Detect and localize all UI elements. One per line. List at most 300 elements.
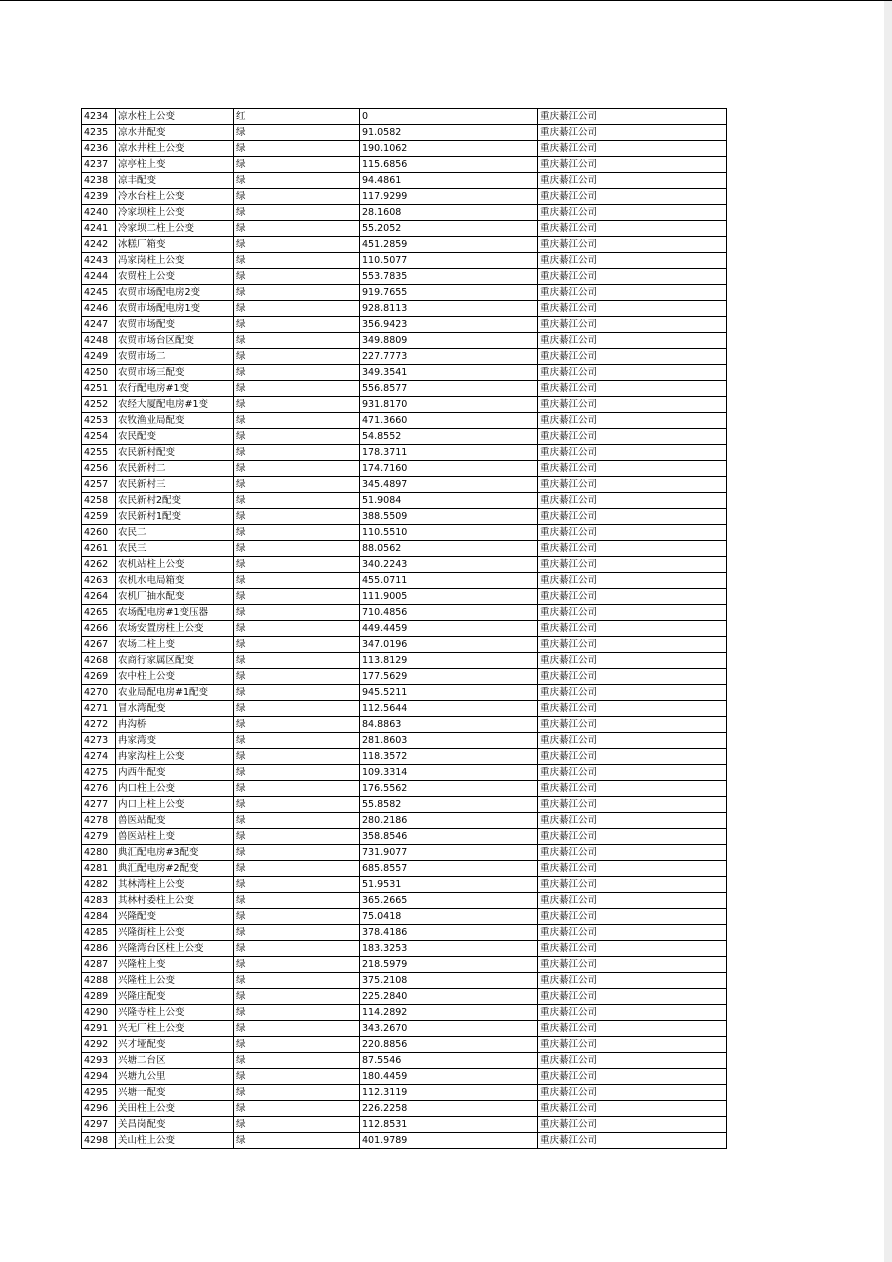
table-row — [82, 829, 727, 845]
value-cell: 112.5644 — [360, 701, 538, 717]
station-name-cell: 凉丰配变 — [116, 173, 234, 189]
company-cell: 重庆綦江公司 — [538, 125, 727, 141]
value-cell: 685.8557 — [360, 861, 538, 877]
status-cell: 绿 — [234, 237, 360, 253]
status-cell: 绿 — [234, 1133, 360, 1149]
table-row — [82, 1021, 727, 1037]
page-top-border — [0, 0, 892, 1]
value-cell: 356.9423 — [360, 317, 538, 333]
company-cell: 重庆綦江公司 — [538, 445, 727, 461]
status-cell: 绿 — [234, 493, 360, 509]
table-row — [82, 493, 727, 509]
company-cell: 重庆綦江公司 — [538, 893, 727, 909]
status-cell: 绿 — [234, 317, 360, 333]
table-row — [82, 925, 727, 941]
value-cell: 281.8603 — [360, 733, 538, 749]
row-id-cell: 4237 — [82, 157, 116, 173]
transformer-table — [81, 108, 727, 1149]
station-name-cell: 冉沟桥 — [116, 717, 234, 733]
company-cell: 重庆綦江公司 — [538, 1037, 727, 1053]
table-row — [82, 525, 727, 541]
company-cell: 重庆綦江公司 — [538, 157, 727, 173]
value-cell: 84.8863 — [360, 717, 538, 733]
row-id-cell: 4266 — [82, 621, 116, 637]
company-cell: 重庆綦江公司 — [538, 493, 727, 509]
table-row — [82, 477, 727, 493]
status-cell: 绿 — [234, 205, 360, 221]
value-cell: 349.3541 — [360, 365, 538, 381]
row-id-cell: 4283 — [82, 893, 116, 909]
row-id-cell: 4271 — [82, 701, 116, 717]
station-name-cell: 冷家坝柱上公变 — [116, 205, 234, 221]
value-cell: 919.7655 — [360, 285, 538, 301]
table-row — [82, 349, 727, 365]
row-id-cell: 4253 — [82, 413, 116, 429]
row-id-cell: 4269 — [82, 669, 116, 685]
status-cell: 绿 — [234, 973, 360, 989]
status-cell: 绿 — [234, 509, 360, 525]
table-row — [82, 973, 727, 989]
value-cell: 358.8546 — [360, 829, 538, 845]
status-cell: 绿 — [234, 749, 360, 765]
station-name-cell: 关田柱上公变 — [116, 1101, 234, 1117]
row-id-cell: 4257 — [82, 477, 116, 493]
row-id-cell: 4270 — [82, 685, 116, 701]
value-cell: 280.2186 — [360, 813, 538, 829]
row-id-cell: 4242 — [82, 237, 116, 253]
row-id-cell: 4250 — [82, 365, 116, 381]
status-cell: 绿 — [234, 621, 360, 637]
status-cell: 绿 — [234, 829, 360, 845]
status-cell: 绿 — [234, 125, 360, 141]
row-id-cell: 4293 — [82, 1053, 116, 1069]
station-name-cell: 农场二柱上变 — [116, 637, 234, 653]
company-cell: 重庆綦江公司 — [538, 877, 727, 893]
table-row — [82, 957, 727, 973]
row-id-cell: 4243 — [82, 253, 116, 269]
company-cell: 重庆綦江公司 — [538, 173, 727, 189]
station-name-cell: 农贸柱上公变 — [116, 269, 234, 285]
station-name-cell: 内西牛配变 — [116, 765, 234, 781]
status-cell: 绿 — [234, 765, 360, 781]
row-id-cell: 4273 — [82, 733, 116, 749]
status-cell: 绿 — [234, 909, 360, 925]
status-cell: 绿 — [234, 989, 360, 1005]
table-row — [82, 813, 727, 829]
company-cell: 重庆綦江公司 — [538, 1005, 727, 1021]
company-cell: 重庆綦江公司 — [538, 141, 727, 157]
station-name-cell: 农行配电房#1变 — [116, 381, 234, 397]
station-name-cell: 农贸市场配电房1变 — [116, 301, 234, 317]
status-cell: 绿 — [234, 1037, 360, 1053]
row-id-cell: 4288 — [82, 973, 116, 989]
status-cell: 绿 — [234, 589, 360, 605]
value-cell: 451.2859 — [360, 237, 538, 253]
value-cell: 931.8170 — [360, 397, 538, 413]
company-cell: 重庆綦江公司 — [538, 429, 727, 445]
row-id-cell: 4297 — [82, 1117, 116, 1133]
company-cell: 重庆綦江公司 — [538, 909, 727, 925]
value-cell: 928.8113 — [360, 301, 538, 317]
value-cell: 91.0582 — [360, 125, 538, 141]
status-cell: 绿 — [234, 477, 360, 493]
status-cell: 绿 — [234, 413, 360, 429]
value-cell: 178.3711 — [360, 445, 538, 461]
status-cell: 绿 — [234, 781, 360, 797]
company-cell: 重庆綦江公司 — [538, 525, 727, 541]
company-cell: 重庆綦江公司 — [538, 253, 727, 269]
status-cell: 绿 — [234, 573, 360, 589]
value-cell: 349.8809 — [360, 333, 538, 349]
company-cell: 重庆綦江公司 — [538, 237, 727, 253]
station-name-cell: 农民二 — [116, 525, 234, 541]
status-cell: 绿 — [234, 269, 360, 285]
station-name-cell: 农民新村2配变 — [116, 493, 234, 509]
row-id-cell: 4272 — [82, 717, 116, 733]
row-id-cell: 4276 — [82, 781, 116, 797]
table-row — [82, 397, 727, 413]
value-cell: 731.9077 — [360, 845, 538, 861]
row-id-cell: 4292 — [82, 1037, 116, 1053]
station-name-cell: 冒水湾配变 — [116, 701, 234, 717]
status-cell: 绿 — [234, 1085, 360, 1101]
row-id-cell: 4251 — [82, 381, 116, 397]
value-cell: 455.0711 — [360, 573, 538, 589]
station-name-cell: 农贸市场配变 — [116, 317, 234, 333]
value-cell: 553.7835 — [360, 269, 538, 285]
row-id-cell: 4264 — [82, 589, 116, 605]
status-cell: 绿 — [234, 797, 360, 813]
value-cell: 28.1608 — [360, 205, 538, 221]
table-row — [82, 445, 727, 461]
page-right-edge — [884, 1, 892, 1262]
station-name-cell: 农机水电局箱变 — [116, 573, 234, 589]
station-name-cell: 农贸市场二 — [116, 349, 234, 365]
value-cell: 51.9084 — [360, 493, 538, 509]
status-cell: 绿 — [234, 429, 360, 445]
value-cell: 401.9789 — [360, 1133, 538, 1149]
company-cell: 重庆綦江公司 — [538, 861, 727, 877]
status-cell: 绿 — [234, 525, 360, 541]
station-name-cell: 农民新村1配变 — [116, 509, 234, 525]
value-cell: 340.2243 — [360, 557, 538, 573]
company-cell: 重庆綦江公司 — [538, 1133, 727, 1149]
status-cell: 绿 — [234, 669, 360, 685]
table-row — [82, 1005, 727, 1021]
table-row — [82, 765, 727, 781]
status-cell: 绿 — [234, 605, 360, 621]
status-cell: 绿 — [234, 541, 360, 557]
row-id-cell: 4285 — [82, 925, 116, 941]
status-cell: 绿 — [234, 1101, 360, 1117]
company-cell: 重庆綦江公司 — [538, 509, 727, 525]
company-cell: 重庆綦江公司 — [538, 733, 727, 749]
company-cell: 重庆綦江公司 — [538, 717, 727, 733]
value-cell: 388.5509 — [360, 509, 538, 525]
table-row — [82, 141, 727, 157]
company-cell: 重庆綦江公司 — [538, 989, 727, 1005]
table-row — [82, 1085, 727, 1101]
station-name-cell: 兴隆柱上变 — [116, 957, 234, 973]
value-cell: 226.2258 — [360, 1101, 538, 1117]
table-row — [82, 1053, 727, 1069]
company-cell: 重庆綦江公司 — [538, 813, 727, 829]
status-cell: 绿 — [234, 925, 360, 941]
company-cell: 重庆綦江公司 — [538, 1117, 727, 1133]
company-cell: 重庆綦江公司 — [538, 957, 727, 973]
company-cell: 重庆綦江公司 — [538, 109, 727, 125]
table-row — [82, 301, 727, 317]
row-id-cell: 4267 — [82, 637, 116, 653]
station-name-cell: 农中柱上公变 — [116, 669, 234, 685]
row-id-cell: 4279 — [82, 829, 116, 845]
status-cell: 红 — [234, 109, 360, 125]
company-cell: 重庆綦江公司 — [538, 477, 727, 493]
status-cell: 绿 — [234, 445, 360, 461]
status-cell: 绿 — [234, 813, 360, 829]
station-name-cell: 兴塘二台区 — [116, 1053, 234, 1069]
table-row — [82, 381, 727, 397]
company-cell: 重庆綦江公司 — [538, 381, 727, 397]
table-row — [82, 637, 727, 653]
row-id-cell: 4263 — [82, 573, 116, 589]
station-name-cell: 农民新村二 — [116, 461, 234, 477]
value-cell: 556.8577 — [360, 381, 538, 397]
table-row — [82, 173, 727, 189]
station-name-cell: 农贸市场配电房2变 — [116, 285, 234, 301]
value-cell: 190.1062 — [360, 141, 538, 157]
status-cell: 绿 — [234, 221, 360, 237]
value-cell: 225.2840 — [360, 989, 538, 1005]
value-cell: 218.5979 — [360, 957, 538, 973]
table-row — [82, 733, 727, 749]
status-cell: 绿 — [234, 685, 360, 701]
row-id-cell: 4295 — [82, 1085, 116, 1101]
value-cell: 449.4459 — [360, 621, 538, 637]
status-cell: 绿 — [234, 253, 360, 269]
row-id-cell: 4234 — [82, 109, 116, 125]
station-name-cell: 凉水井柱上公变 — [116, 141, 234, 157]
row-id-cell: 4291 — [82, 1021, 116, 1037]
value-cell: 378.4186 — [360, 925, 538, 941]
station-name-cell: 农机厂抽水配变 — [116, 589, 234, 605]
station-name-cell: 农民配变 — [116, 429, 234, 445]
row-id-cell: 4296 — [82, 1101, 116, 1117]
value-cell: 55.2052 — [360, 221, 538, 237]
value-cell: 345.4897 — [360, 477, 538, 493]
company-cell: 重庆綦江公司 — [538, 701, 727, 717]
row-id-cell: 4239 — [82, 189, 116, 205]
station-name-cell: 兽医站柱上变 — [116, 829, 234, 845]
table-row — [82, 333, 727, 349]
station-name-cell: 其林村委柱上公变 — [116, 893, 234, 909]
row-id-cell: 4244 — [82, 269, 116, 285]
company-cell: 重庆綦江公司 — [538, 1053, 727, 1069]
company-cell: 重庆綦江公司 — [538, 349, 727, 365]
station-name-cell: 农机站柱上公变 — [116, 557, 234, 573]
row-id-cell: 4252 — [82, 397, 116, 413]
station-name-cell: 兴隆寺柱上公变 — [116, 1005, 234, 1021]
company-cell: 重庆綦江公司 — [538, 1021, 727, 1037]
table-row — [82, 685, 727, 701]
table-row — [82, 669, 727, 685]
status-cell: 绿 — [234, 397, 360, 413]
row-id-cell: 4249 — [82, 349, 116, 365]
row-id-cell: 4284 — [82, 909, 116, 925]
value-cell: 347.0196 — [360, 637, 538, 653]
row-id-cell: 4280 — [82, 845, 116, 861]
station-name-cell: 兴隆配变 — [116, 909, 234, 925]
table-row — [82, 845, 727, 861]
value-cell: 227.7773 — [360, 349, 538, 365]
row-id-cell: 4277 — [82, 797, 116, 813]
status-cell: 绿 — [234, 957, 360, 973]
table-row — [82, 365, 727, 381]
company-cell: 重庆綦江公司 — [538, 317, 727, 333]
status-cell: 绿 — [234, 653, 360, 669]
station-name-cell: 兴塘一配变 — [116, 1085, 234, 1101]
table-row — [82, 909, 727, 925]
table-row — [82, 221, 727, 237]
row-id-cell: 4258 — [82, 493, 116, 509]
company-cell: 重庆綦江公司 — [538, 797, 727, 813]
status-cell: 绿 — [234, 141, 360, 157]
status-cell: 绿 — [234, 1117, 360, 1133]
station-name-cell: 兽医站配变 — [116, 813, 234, 829]
station-name-cell: 内口柱上公变 — [116, 781, 234, 797]
table-row — [82, 861, 727, 877]
row-id-cell: 4248 — [82, 333, 116, 349]
station-name-cell: 典汇配电房#3配变 — [116, 845, 234, 861]
value-cell: 112.3119 — [360, 1085, 538, 1101]
station-name-cell: 农民新村配变 — [116, 445, 234, 461]
row-id-cell: 4265 — [82, 605, 116, 621]
table-row — [82, 189, 727, 205]
status-cell: 绿 — [234, 557, 360, 573]
value-cell: 75.0418 — [360, 909, 538, 925]
status-cell: 绿 — [234, 877, 360, 893]
company-cell: 重庆綦江公司 — [538, 589, 727, 605]
station-name-cell: 兴隆柱上公变 — [116, 973, 234, 989]
status-cell: 绿 — [234, 365, 360, 381]
company-cell: 重庆綦江公司 — [538, 1101, 727, 1117]
company-cell: 重庆綦江公司 — [538, 557, 727, 573]
value-cell: 375.2108 — [360, 973, 538, 989]
station-name-cell: 冷家坝二柱上公变 — [116, 221, 234, 237]
table-row — [82, 781, 727, 797]
station-name-cell: 冉家湾变 — [116, 733, 234, 749]
station-name-cell: 冷水台柱上公变 — [116, 189, 234, 205]
station-name-cell: 农民新村三 — [116, 477, 234, 493]
status-cell: 绿 — [234, 349, 360, 365]
company-cell: 重庆綦江公司 — [538, 781, 727, 797]
table-row — [82, 237, 727, 253]
status-cell: 绿 — [234, 845, 360, 861]
row-id-cell: 4259 — [82, 509, 116, 525]
station-name-cell: 农贸市场台区配变 — [116, 333, 234, 349]
company-cell: 重庆綦江公司 — [538, 653, 727, 669]
value-cell: 51.9531 — [360, 877, 538, 893]
table-row — [82, 509, 727, 525]
value-cell: 183.3253 — [360, 941, 538, 957]
row-id-cell: 4235 — [82, 125, 116, 141]
station-name-cell: 农贸市场三配变 — [116, 365, 234, 381]
company-cell: 重庆綦江公司 — [538, 269, 727, 285]
station-name-cell: 兴塘九公里 — [116, 1069, 234, 1085]
company-cell: 重庆綦江公司 — [538, 637, 727, 653]
status-cell: 绿 — [234, 157, 360, 173]
status-cell: 绿 — [234, 1005, 360, 1021]
company-cell: 重庆綦江公司 — [538, 573, 727, 589]
company-cell: 重庆綦江公司 — [538, 301, 727, 317]
row-id-cell: 4275 — [82, 765, 116, 781]
value-cell: 117.9299 — [360, 189, 538, 205]
company-cell: 重庆綦江公司 — [538, 397, 727, 413]
station-name-cell: 农商行家属区配变 — [116, 653, 234, 669]
value-cell: 365.2665 — [360, 893, 538, 909]
company-cell: 重庆綦江公司 — [538, 605, 727, 621]
status-cell: 绿 — [234, 1069, 360, 1085]
value-cell: 710.4856 — [360, 605, 538, 621]
station-name-cell: 其林湾柱上公变 — [116, 877, 234, 893]
status-cell: 绿 — [234, 285, 360, 301]
status-cell: 绿 — [234, 893, 360, 909]
row-id-cell: 4261 — [82, 541, 116, 557]
table-row — [82, 541, 727, 557]
table-row — [82, 269, 727, 285]
table-row — [82, 317, 727, 333]
company-cell: 重庆綦江公司 — [538, 845, 727, 861]
status-cell: 绿 — [234, 301, 360, 317]
station-name-cell: 农民三 — [116, 541, 234, 557]
value-cell: 115.6856 — [360, 157, 538, 173]
table-row — [82, 285, 727, 301]
company-cell: 重庆綦江公司 — [538, 1069, 727, 1085]
value-cell: 54.8552 — [360, 429, 538, 445]
value-cell: 87.5546 — [360, 1053, 538, 1069]
status-cell: 绿 — [234, 1021, 360, 1037]
row-id-cell: 4281 — [82, 861, 116, 877]
company-cell: 重庆綦江公司 — [538, 189, 727, 205]
row-id-cell: 4256 — [82, 461, 116, 477]
row-id-cell: 4290 — [82, 1005, 116, 1021]
value-cell: 471.3660 — [360, 413, 538, 429]
table-row — [82, 989, 727, 1005]
table-row — [82, 1069, 727, 1085]
company-cell: 重庆綦江公司 — [538, 221, 727, 237]
row-id-cell: 4268 — [82, 653, 116, 669]
status-cell: 绿 — [234, 173, 360, 189]
station-name-cell: 典汇配电房#2配变 — [116, 861, 234, 877]
value-cell: 0 — [360, 109, 538, 125]
row-id-cell: 4247 — [82, 317, 116, 333]
company-cell: 重庆綦江公司 — [538, 205, 727, 221]
table-row — [82, 1101, 727, 1117]
table-row — [82, 461, 727, 477]
company-cell: 重庆綦江公司 — [538, 541, 727, 557]
status-cell: 绿 — [234, 637, 360, 653]
station-name-cell: 冉家沟柱上公变 — [116, 749, 234, 765]
station-name-cell: 兴才垭配变 — [116, 1037, 234, 1053]
station-name-cell: 兴隆湾台区柱上公变 — [116, 941, 234, 957]
station-name-cell: 冰糕厂箱变 — [116, 237, 234, 253]
company-cell: 重庆綦江公司 — [538, 941, 727, 957]
row-id-cell: 4241 — [82, 221, 116, 237]
table-row — [82, 941, 727, 957]
status-cell: 绿 — [234, 861, 360, 877]
table-row — [82, 253, 727, 269]
company-cell: 重庆綦江公司 — [538, 685, 727, 701]
